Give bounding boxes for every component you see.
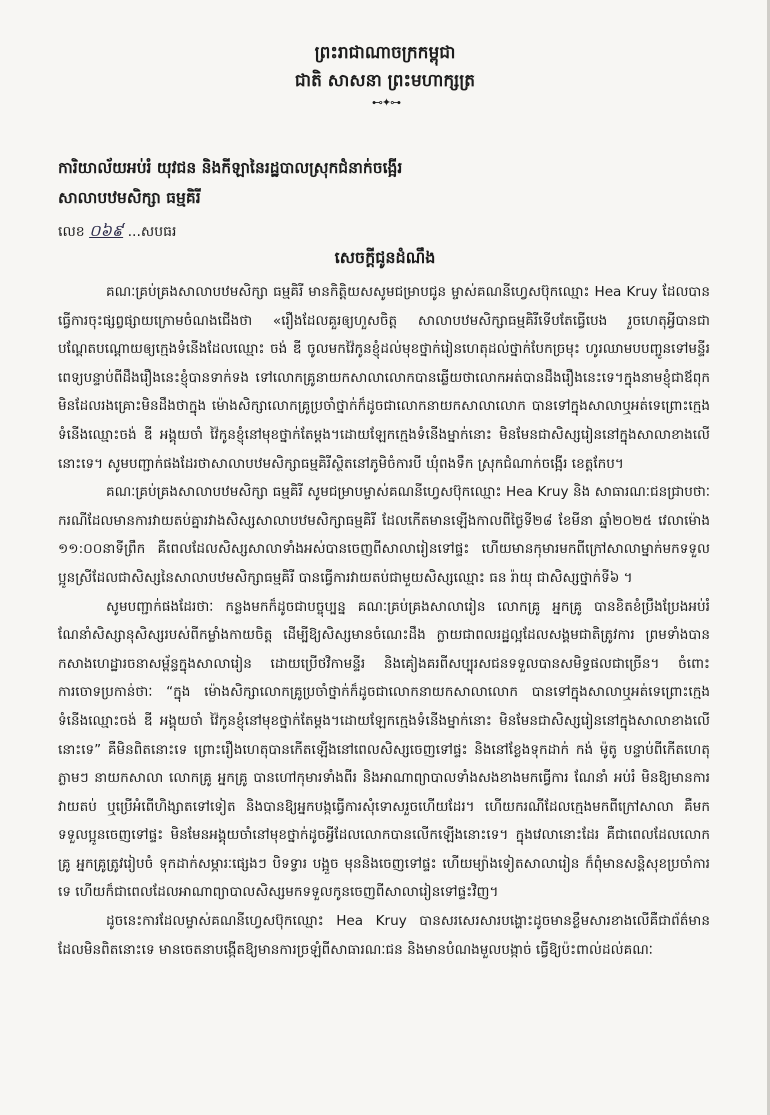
body-text	[58, 278, 710, 964]
paragraph: គណៈគ្រប់គ្រងសាលាបឋមសិក្សា ធម្មគិរី មានកិត្តិយសសូមជម្រាបជូន ម្ចាស់គណនីហ្វេសប៊ុកឈ្មោះ Hea Kruy ដែលបានធ្វើការចុះផ្សព្វផ្សាយក្រោមចំណងជើងថា «រឿងដែលគួរឲ្យហួសចិត្ត សាលាបឋមសិក្សាធម្មគិរីទើបតែធ្វើបេង រួចហេតុអ្វីបានជាបណ្តែតបណ្តោយឲ្យក្មេងទំនើងដែលឈ្មោះ ចង់ ឌី ចូលមកវ៉ៃកូនខ្ញុំដល់មុខថ្នាក់រៀនហេតុដល់ថ្នាក់បែកច្រមុះ ហូរឈាមបបញ្ចូនទៅមន្ទីរពេទ្យបន្ទាប់ពីដឹងរឿងនេះខ្ញុំបានទាក់ទង ទៅលោកគ្រូនាយកសាលាលោកបានឆ្លើយថាលោកអត់បានដឹងរឿងនេះទេ។ក្នុងនាមខ្ញុំជាឪពុកមិនដែលរងគ្រោះមិនដឹងថាក្នុង ម៉ោងសិក្សាលោកគ្រូប្រចាំថ្នាក់ក៏ដូចជាលោកនាយកសាលាលោក បានទៅក្នុងសាលាឬអត់ទេព្រោះក្មេងទំនើងឈ្មោះចង់ ឌី អង្គុយចាំ វ៉ៃកូនខ្ញុំនៅមុខថ្នាក់តែម្តង។ដោយឡែកក្មេងទំនើងម្នាក់នោះ មិនមែនជាសិស្សរៀននៅក្នុងសាលាខាងលើនោះទេ។ សូមបញ្ជាក់ផងដែរថាសាលាបឋមសិក្សាធម្មគិរីស្ថិតនៅភូមិចំការបី ឃុំពងទឹក ស្រុកជំណាក់ចង្អើរ ខេត្តកែប។	[58, 284, 710, 472]
reference-prefix: លេខ	[58, 224, 85, 240]
national-motto: ជាតិ សាសនា ព្រះមហាក្សត្រ	[294, 71, 476, 91]
paragraph: ដូចនេះការដែលម្ចាស់គណនីហ្វេសប៊ុកឈ្មោះ Hea Kruy បានសរសេរសារបង្ហោះដូចមានខ្លឹមសារខាងលើគឺជាព័ត៌មានដែលមិនពិតនោះទេ មានចេតនាបង្កើតឱ្យមានការច្រឡំពីសាធារណៈជន និងមានបំណងមួលបង្កាច់ ធ្វើឱ្យប៉ះពាល់ដល់គណៈ	[58, 913, 710, 958]
paragraph: សូមបញ្ជាក់ផងដែរថាៈ កន្លងមកក៏ដូចជាបច្ចុប្បន្ន គណៈគ្រប់គ្រងសាលារៀន លោកគ្រូ អ្នកគ្រូ បានខិតខំប្រឹងប្រែងអប់រំ ណែនាំសិស្សានុសិស្សរបស់ពីកម្លាំងកាយចិត្ត ដើម្បីឱ្យសិស្សមានចំណេះដឹង ក្លាយជាពលរដ្ឋល្អដែលសង្គមជាតិត្រូវការ ព្រមទាំងបានកសាងហេដ្ឋារចនាសម្ព័ន្ធក្នុងសាលារៀន ដោយប្រើថវិកាមន្ទីរ និងគៀងគរពីសប្បុរសជនទទួលបានសមិទ្ធផលជាច្រើន។ ចំពោះការចោទប្រកាន់ថាៈ “ក្នុង ម៉ោងសិក្សាលោកគ្រូប្រចាំថ្នាក់ក៏ដូចជាលោកនាយកសាលាលោក បានទៅក្នុងសាលាឬអត់ទេព្រោះក្មេងទំនើងឈ្មោះចង់ ឌី អង្គុយចាំ វ៉ៃកូនខ្ញុំនៅមុខថ្នាក់តែម្តង។ដោយឡែកក្មេងទំនើងម្នាក់នោះ មិនមែនជាសិស្សរៀននៅក្នុងសាលាខាងលើនោះទេ” គឺមិនពិតនោះទេ ព្រោះរឿងហេតុបានកើតឡើងនៅពេលសិស្សចេញទៅផ្ទះ និងនៅខ្លែងទុកដាក់ កង់ ម៉ូតូ បន្ទាប់ពីកើតហេតុភ្លាមៗ នាយកសាលា លោកគ្រូ អ្នកគ្រូ បានហៅកុមារទាំងពីរ និងអាណាព្យាបាលទាំងសងខាងមកធ្វើការ ណែនាំ អប់រំ មិនឱ្យមានការវាយតប់ ឬប្រើអំពើហិង្សាតទៅទៀត និងបានឱ្យអ្នកបង្កធ្វើការសុំទោសរួចហើយដែរ។ ហើយករណីដែលក្មេងមកពីក្រៅសាលា គឺមកទទួលប្អូនចេញទៅផ្ទះ មិនមែនអង្គុយចាំនៅមុខថ្នាក់ដូចអ្វីដែលលោកបានលើកឡើងនោះទេ។ ក្នុងវេលានោះដែរ គឺជាពេលដែលលោកគ្រូ អ្នកគ្រូត្រូវរៀបចំ ទុកដាក់សម្ភារៈផ្សេងៗ បិទទ្វារ បង្អួច មុននិងចេញទៅផ្ទះ ហើយម្យ៉ាងទៀតសាលារៀន ក៏ពុំមានសន្តិសុខប្រចាំការទេ ហើយក៏ជាពេលដែលអាណាព្យាបាលសិស្សមកទទួលកូនចេញពីសាលារៀនទៅផ្ទះវិញ។	[58, 598, 710, 901]
paragraph: គណៈគ្រប់គ្រងសាលាបឋមសិក្សា ធម្មគិរី សូមជម្រាបម្ចាស់គណនីហ្វេសប៊ុកឈ្មោះ Hea Kruy និង សាធារណៈជនជ្រាបថាៈ ករណីដែលមានការវាយតប់គ្នារវាងសិស្សសាលាបឋមសិក្សាធម្មគិរី ដែលកើតមានឡើងកាលពីថ្ងៃទី២៨ ខែមីនា ឆ្នាំ២០២៥ វេលាម៉ោង ១១:០០នាទីព្រឹក គឺពេលដែលសិស្សសាលាទាំងអស់បានចេញពីសាលារៀនទៅផ្ទះ ហើយមានកុមារមកពីក្រៅសាលាម្នាក់មកទទួលប្អូនស្រីដែលជាសិស្សនៃសាលាបឋមសិក្សាធម្មគិរី បានធ្វើការវាយតប់ជាមួយសិស្សឈ្មោះ ធន រ៉ាយុ ជាសិស្សថ្នាក់ទី៦ ។	[58, 484, 710, 586]
ornament-divider: ⊷✦⊶	[371, 96, 401, 109]
reference-suffix: ...សបធរ	[127, 224, 177, 240]
office-heading: ការិយាល័យអប់រំ យុវជន និងកីឡានៃរដ្ឋបាលស្រុកជំនាក់ចង្អើរ	[58, 159, 403, 177]
kingdom-heading: ព្រះរាជាណាចក្រកម្ពុជា	[314, 43, 456, 63]
handwritten-number: ០៦៩	[89, 221, 124, 240]
reference-number	[58, 220, 176, 244]
document-title: សេចក្តីជូនដំណឹង	[334, 248, 436, 267]
school-heading: សាលាបឋមសិក្សា ធម្មគិរី	[58, 189, 201, 207]
